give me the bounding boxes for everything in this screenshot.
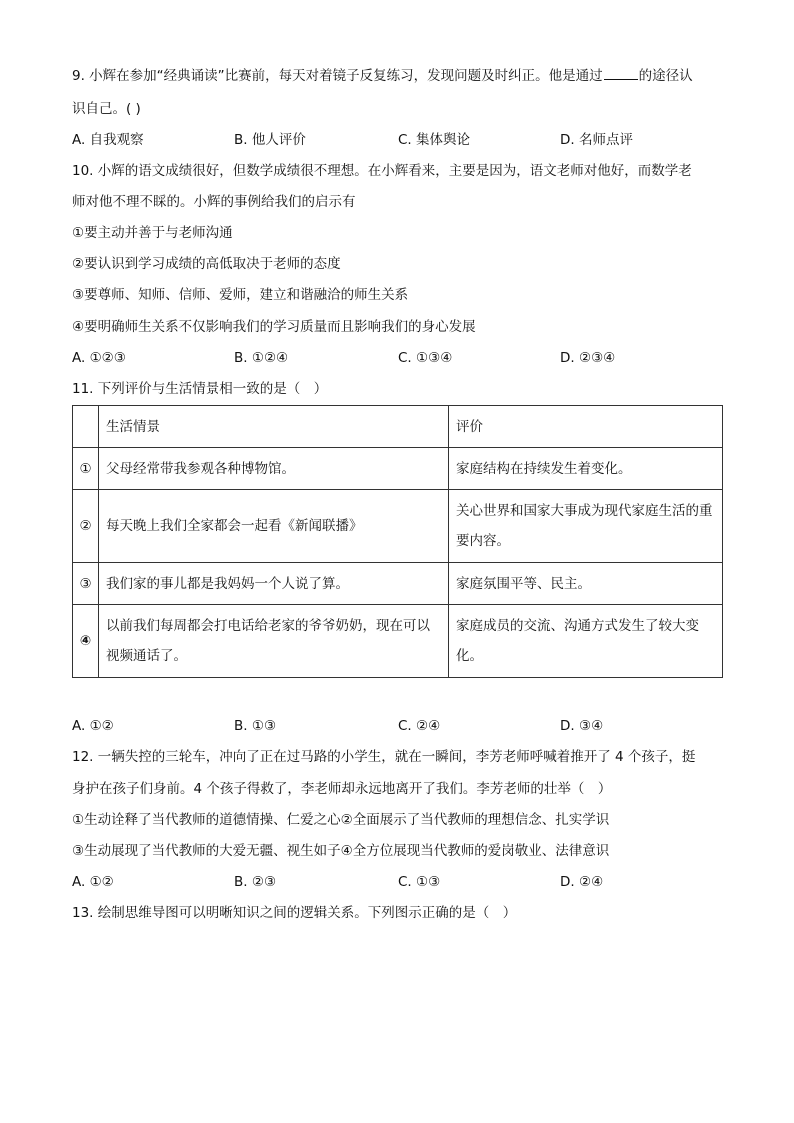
q12-option-d: D. ②④ xyxy=(560,874,604,890)
q11-option-c: C. ②④ xyxy=(398,718,441,734)
q12-option-b: B. ②③ xyxy=(234,874,277,890)
q11-option-d: D. ③④ xyxy=(560,718,604,734)
q10-item-1: ①要主动并善于与老师沟通 xyxy=(72,225,233,241)
q11-row1-eval: 家庭结构在持续发生着变化。 xyxy=(449,448,723,490)
q9-options xyxy=(72,131,732,149)
q12-stem-line1: 12. 一辆失控的三轮车，冲向了正在过马路的小学生，就在一瞬间，李芳老师呼喊着推开了 4 个孩子，挺 xyxy=(72,749,696,765)
q11-row1-scene: 父母经常带我参观各种博物馆。 xyxy=(99,448,449,490)
q11-row2-eval: 关心世界和国家大事成为现代家庭生活的重要内容。 xyxy=(449,490,723,563)
q9-option-c: C. 集体舆论 xyxy=(398,132,471,148)
q11-option-b: B. ①③ xyxy=(234,718,277,734)
q10-item-2: ②要认识到学习成绩的高低取决于老师的态度 xyxy=(72,256,341,272)
q12-option-a: A. ①② xyxy=(72,874,114,890)
q10-stem-line2: 师对他不理不睬的。小辉的事例给我们的启示有 xyxy=(72,194,356,210)
q9-stem-line1 xyxy=(72,67,693,85)
q9-stem-part-b: 的途径认 xyxy=(638,68,693,84)
q12-option-c: C. ①③ xyxy=(398,874,441,890)
q9-stem-part-a: 9. 小辉在参加“经典诵读”比赛前，每天对着镜子反复练习，发现问题及时纠正。他是通过 xyxy=(72,68,603,84)
q9-answer-blank xyxy=(604,67,638,80)
table-row xyxy=(73,605,723,678)
q11-row4-scene: 以前我们每周都会打电话给老家的爷爷奶奶，现在可以视频通话了。 xyxy=(99,605,449,678)
q11-row4-eval: 家庭成员的交流、沟通方式发生了较大变化。 xyxy=(449,605,723,678)
q10-item-4: ④要明确师生关系不仅影响我们的学习质量而且影响我们的身心发展 xyxy=(72,319,476,335)
q11-row2-num: ② xyxy=(73,490,99,563)
q10-stem-line1: 10. 小辉的语文成绩很好，但数学成绩很不理想。在小辉看来，主要是因为，语文老师对他好，而数学老 xyxy=(72,163,692,179)
q11-header-eval: 评价 xyxy=(449,406,723,448)
q11-options xyxy=(72,717,732,735)
q11-row2-scene: 每天晚上我们全家都会一起看《新闻联播》 xyxy=(99,490,449,563)
q11-row3-scene: 我们家的事儿都是我妈妈一个人说了算。 xyxy=(99,563,449,605)
q12-stem-line2: 身护在孩子们身前。4 个孩子得救了，李老师却永远地离开了我们。李芳老师的壮举（ ） xyxy=(72,781,612,797)
q11-row3-eval: 家庭氛围平等、民主。 xyxy=(449,563,723,605)
q11-row3-num: ③ xyxy=(73,563,99,605)
q12-items-line1: ①生动诠释了当代教师的道德情操、仁爱之心②全面展示了当代教师的理想信念、扎实学识 xyxy=(72,812,610,828)
q11-row1-num: ① xyxy=(73,448,99,490)
q11-header-scene: 生活情景 xyxy=(99,406,449,448)
q10-item-3: ③要尊师、知师、信师、爱师，建立和谐融洽的师生关系 xyxy=(72,287,409,303)
q13-stem: 13. 绘制思维导图可以明晰知识之间的逻辑关系。下列图示正确的是（ ） xyxy=(72,905,517,921)
q11-row4-num: ④ xyxy=(73,605,99,678)
q9-stem-line2: 识自己。( ) xyxy=(72,101,141,117)
q10-option-a: A. ①②③ xyxy=(72,350,126,366)
q12-options xyxy=(72,873,732,891)
q9-option-a: A. 自我观察 xyxy=(72,132,144,148)
q12-items-line2: ③生动展现了当代教师的大爱无疆、视生如子④全方位展现当代教师的爱岗敬业、法律意识 xyxy=(72,843,610,859)
q11-header-num xyxy=(73,406,99,448)
q10-options xyxy=(72,349,732,367)
q11-option-a: A. ①② xyxy=(72,718,114,734)
q10-option-d: D. ②③④ xyxy=(560,350,616,366)
q10-option-b: B. ①②④ xyxy=(234,350,289,366)
q10-option-c: C. ①③④ xyxy=(398,350,453,366)
table-row xyxy=(73,448,723,490)
q11-table-header xyxy=(73,406,723,448)
table-row xyxy=(73,490,723,563)
q11-stem: 11. 下列评价与生活情景相一致的是（ ） xyxy=(72,381,328,397)
q9-option-d: D. 名师点评 xyxy=(560,132,633,148)
q9-option-b: B. 他人评价 xyxy=(234,132,306,148)
q11-table xyxy=(72,405,723,678)
table-row xyxy=(73,563,723,605)
